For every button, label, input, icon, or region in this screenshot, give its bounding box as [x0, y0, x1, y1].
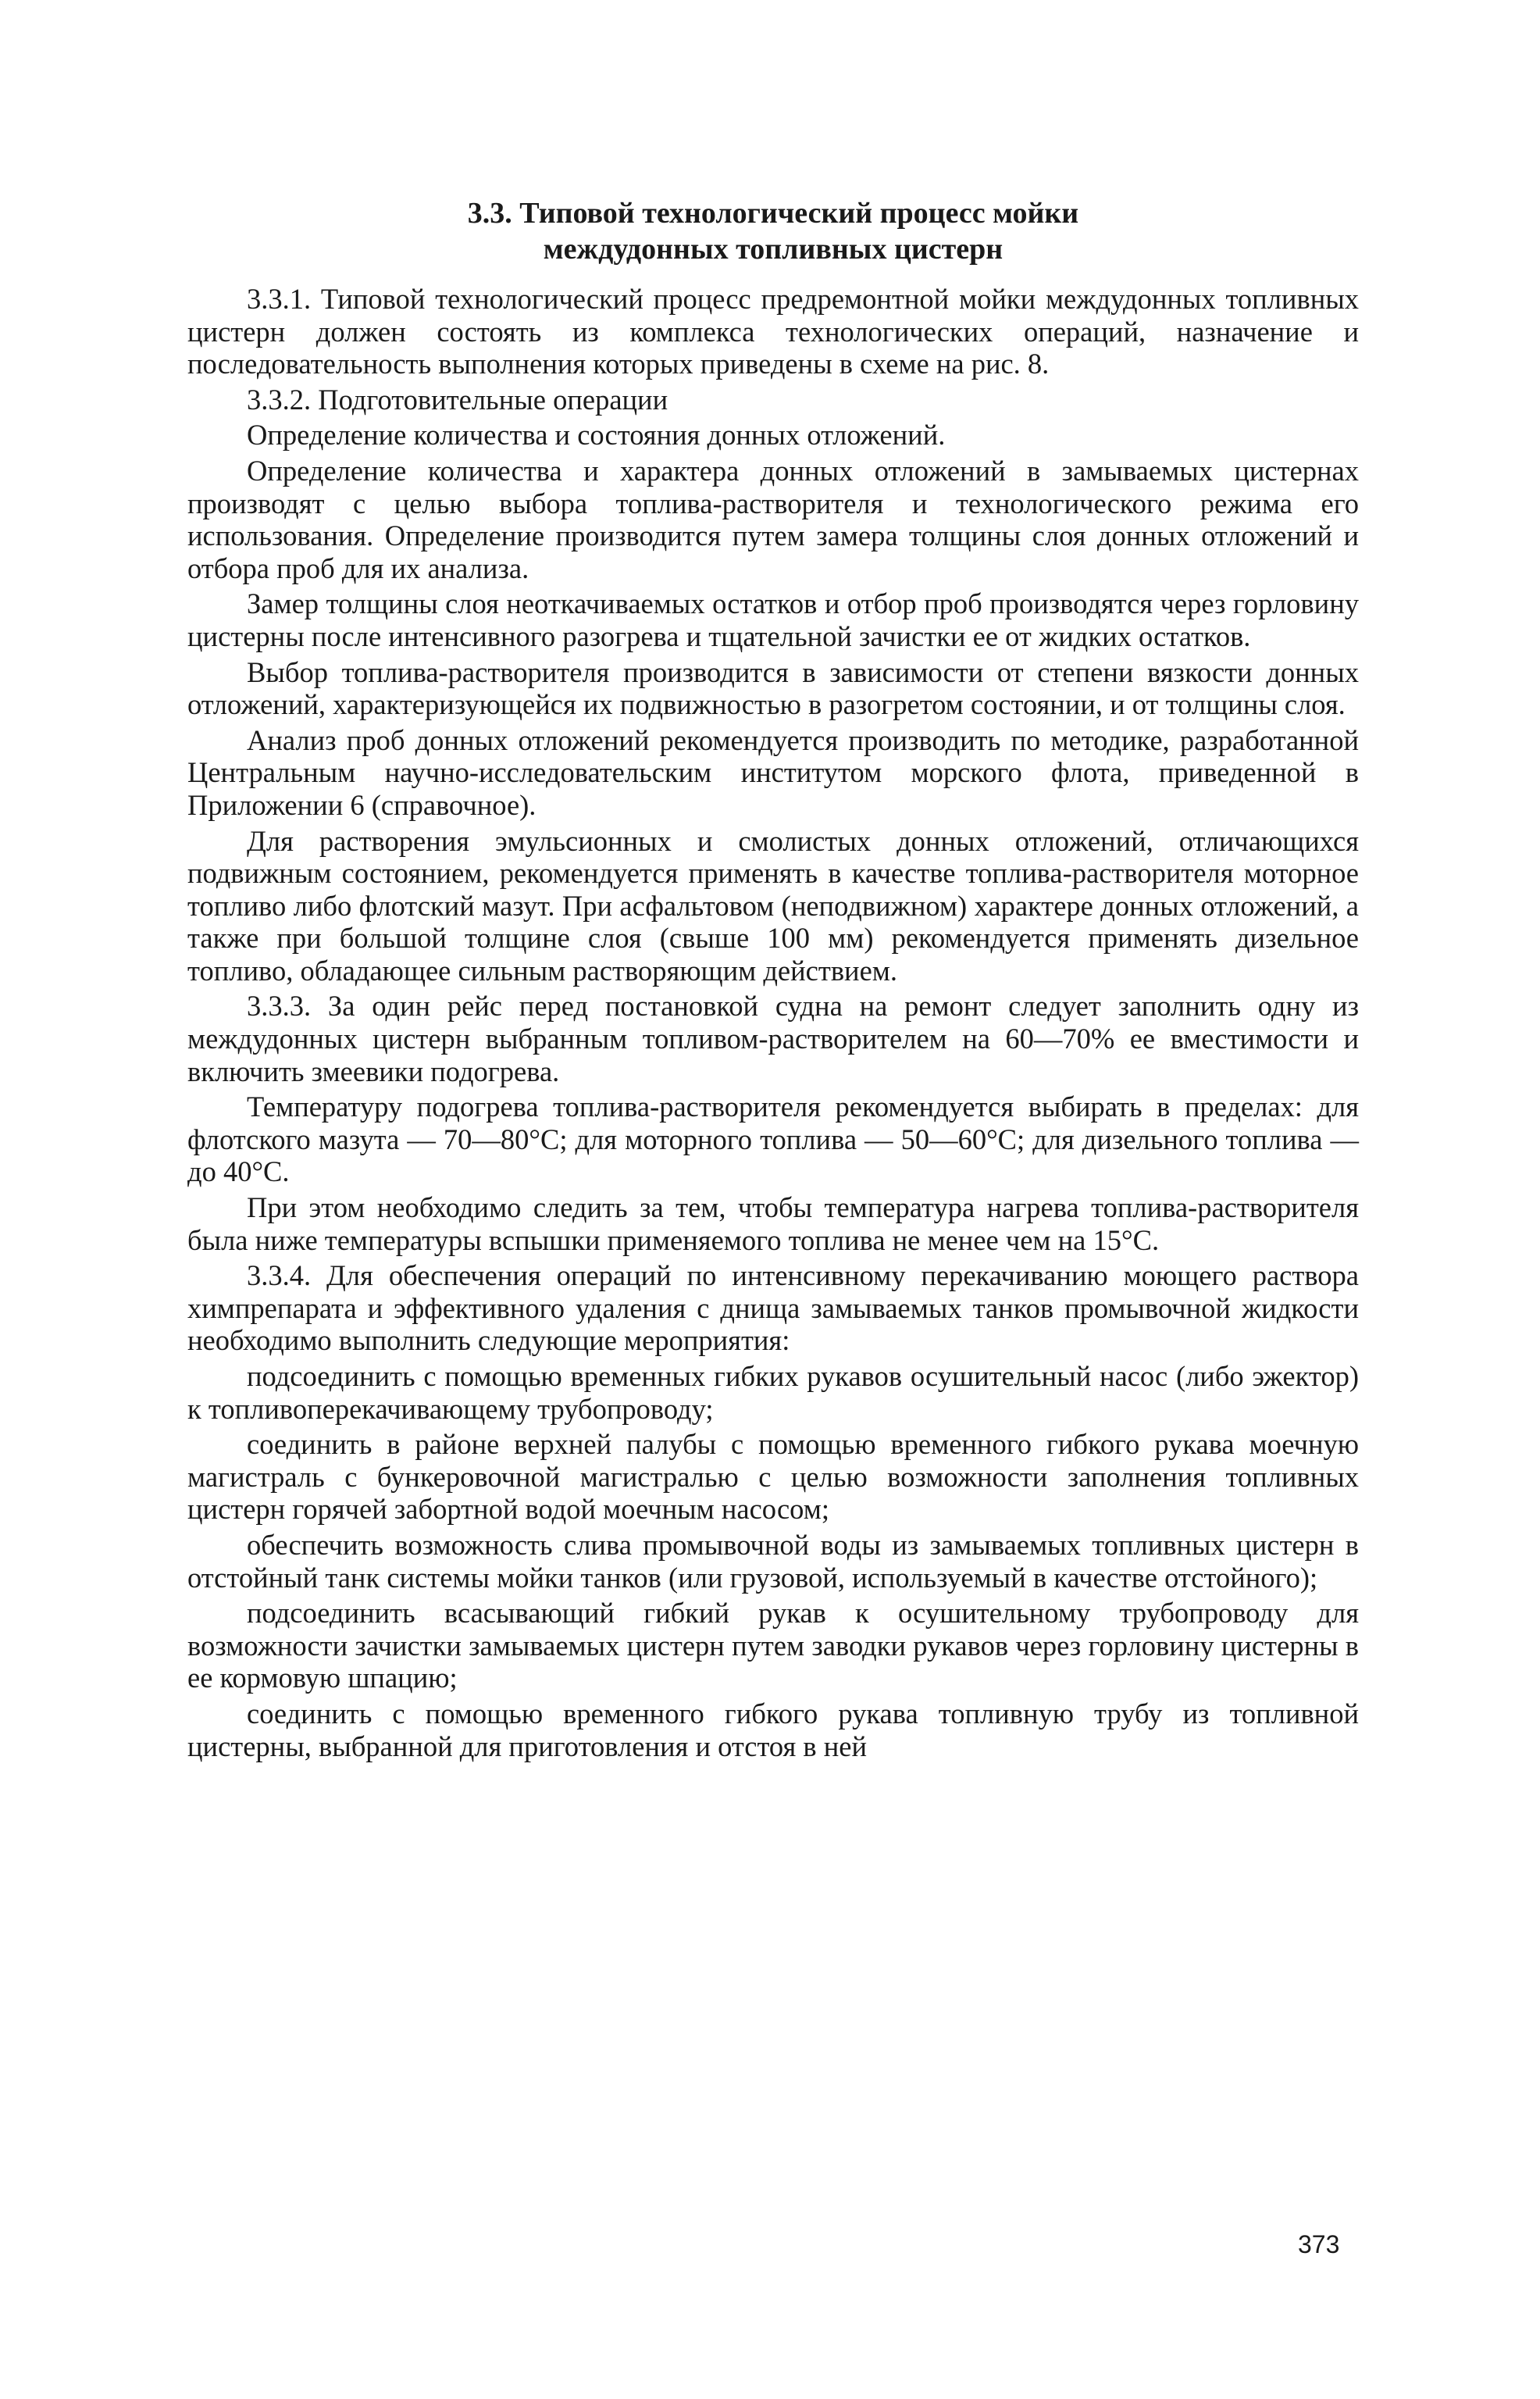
paragraph-layer-measurement: Замер толщины слоя неоткачиваемых остатков и отбор проб производятся через горловину цистерны после интенсивного разогрева и тщательной зачистки ее от жидких остатков.: [187, 587, 1359, 652]
paragraph-sediment-amount: Определение количества и характера донных отложений в замываемых цистернах производят с целью выбора топлива-растворителя и технологического режима его использования. Определение производится путем замера толщины слоя донных отложений и отбора проб для их анализа.: [187, 454, 1359, 584]
paragraph-3-3-1: 3.3.1. Типовой технологический процесс предремонтной мойки междудонных топливных цистерн должен состоять из комплекса технологических операций, назначение и последовательность выполнения которых приведены в схеме на рис. 8.: [187, 283, 1359, 380]
paragraph-3-3-2-heading: 3.3.2. Подготовительные операции: [247, 383, 668, 416]
list-item-fuel-pipe: соединить с помощью временного гибкого рукава топливную трубу из топливной цистерны, выбранной для приготовления и отстоя в ней: [187, 1697, 1359, 1762]
paragraph-3-3-4: 3.3.4. Для обеспечения операций по интенсивному перекачиванию моющего раствора химпрепарата и эффективного удаления с днища замываемых танков промывочной жидкости необходимо выполнить следующие мероприятия:: [187, 1259, 1359, 1357]
paragraph-temperature: Температуру подогрева топлива-растворителя рекомендуется выбирать в пределах: для флотского мазута — 70—80°С; для моторного топлива — 50—60°С; для дизельного топлива — до 40°С.: [187, 1091, 1359, 1188]
paragraph-solvent-choice: Выбор топлива-растворителя производится в зависимости от степени вязкости донных отложений, характеризующейся их подвижностью в разогретом состоянии, и от толщины слоя.: [187, 655, 1359, 721]
section-title-line-1: 3.3. Типовой технологический процесс мойки: [467, 197, 1079, 230]
list-item-connect-wash-main: соединить в районе верхней палубы с помощью временного гибкого рукава моечную магистраль с бункеровочной магистралью с целью возможности заполнения топливных цистерн горячей забортной водой моечным насосом;: [187, 1428, 1359, 1526]
section-title: [187, 195, 1359, 267]
list-item-suction-hose: подсоединить всасывающий гибкий рукав к осушительному трубопроводу для возможности зачистки замываемых цистерн путем заводки рукавов через горловину цистерны в ее кормовую шпацию;: [187, 1597, 1359, 1694]
page-number: 373: [1298, 2230, 1340, 2258]
paragraph-3-3-3: 3.3.3. За один рейс перед постановкой судна на ремонт следует заполнить одну из междудонных цистерн выбранным топливом-растворителем на 60—70% ее вместимости и включить змеевики подогрева.: [187, 990, 1359, 1087]
list-item-connect-pump: подсоединить с помощью временных гибких рукавов осушительный насос (либо эжектор) к топливоперекачивающему трубопроводу;: [187, 1360, 1359, 1425]
paragraph-dissolution: Для растворения эмульсионных и смолистых донных отложений, отличающихся подвижным состоянием, рекомендуется применять в качестве топлива-растворителя моторное топливо либо флотский мазут. При асфальтовом (неподвижном) характере донных отложений, а также при большой толщине слоя (свыше 100 мм) рекомендуется применять дизельное топливо, обладающее сильным растворяющим действием.: [187, 824, 1359, 987]
paragraph-sediment-definition: Определение количества и состояния донных отложений.: [247, 419, 946, 452]
list-item-drain-water: обеспечить возможность слива промывочной воды из замываемых топливных цистерн в отстойный танк системы мойки танков (или грузовой, используемый в качестве отстойного);: [187, 1528, 1359, 1594]
document-page: [187, 195, 1359, 1765]
paragraph-sample-analysis: Анализ проб донных отложений рекомендуется производить по методике, разработанной Центральным научно-исследовательским институтом морского флота, приведенной в Приложении 6 (справочное).: [187, 723, 1359, 821]
paragraph-flash-point: При этом необходимо следить за тем, чтобы температура нагрева топлива-растворителя была ниже температуры вспышки применяемого топлива не менее чем на 15°С.: [187, 1191, 1359, 1256]
section-title-line-2: междудонных топливных цистерн: [543, 233, 1003, 266]
